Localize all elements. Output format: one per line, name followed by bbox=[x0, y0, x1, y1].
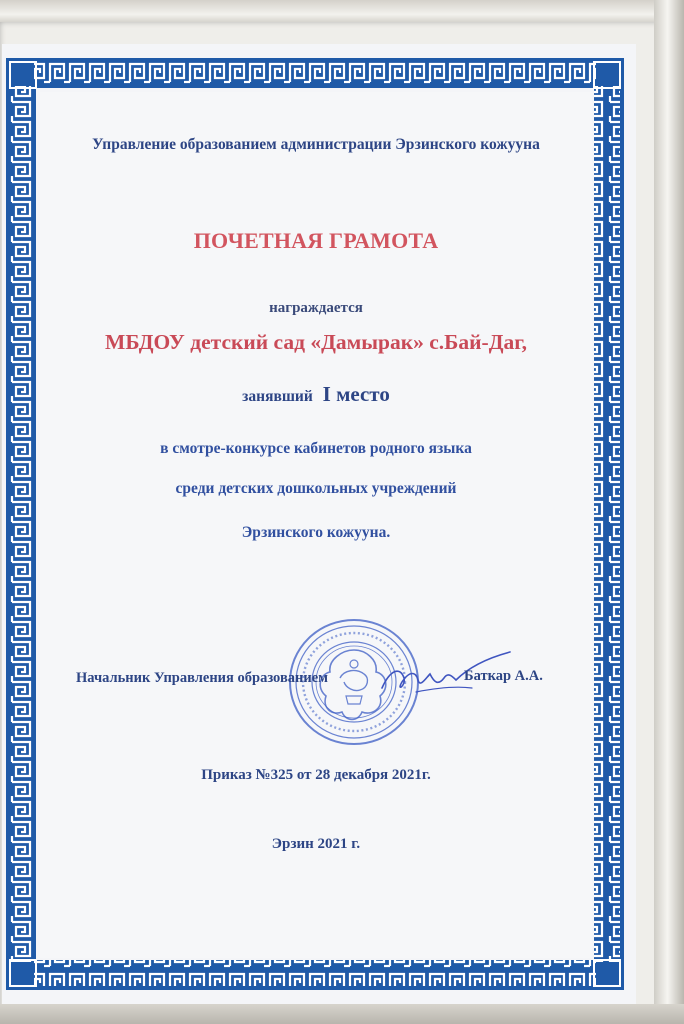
contest-line-3: Эрзинского кожууна. bbox=[241, 524, 391, 541]
place-value: I место bbox=[322, 382, 390, 406]
contest-line-1: в смотре-конкурсе кабинетов родного языка bbox=[160, 440, 472, 457]
certificate-body bbox=[40, 92, 592, 958]
frame-bottom-edge bbox=[0, 1004, 684, 1024]
order-reference: Приказ №325 от 28 декабря 2021г. bbox=[201, 767, 431, 783]
certificate-title: ПОЧЕТНАЯ ГРАМОТА bbox=[193, 228, 439, 253]
issuing-organization: Управление образованием администрации Эрзинского кожууна bbox=[92, 136, 540, 153]
recipient-name: МБДОУ детский сад «Дамырак» с.Бай-Даг, bbox=[105, 330, 527, 354]
signatory-name: Баткар А.А. bbox=[464, 668, 543, 684]
signatory-title: Начальник Управления образованием bbox=[76, 670, 329, 686]
frame-right-edge bbox=[654, 0, 684, 1024]
contest-line-2: среди детских дошкольных учреждений bbox=[175, 480, 457, 497]
place-and-year: Эрзин 2021 г. bbox=[271, 836, 361, 852]
place-prefix: занявший bbox=[242, 388, 313, 405]
awarded-label: награждается bbox=[269, 300, 363, 316]
place-row bbox=[40, 382, 592, 407]
frame-top-edge bbox=[0, 0, 684, 24]
